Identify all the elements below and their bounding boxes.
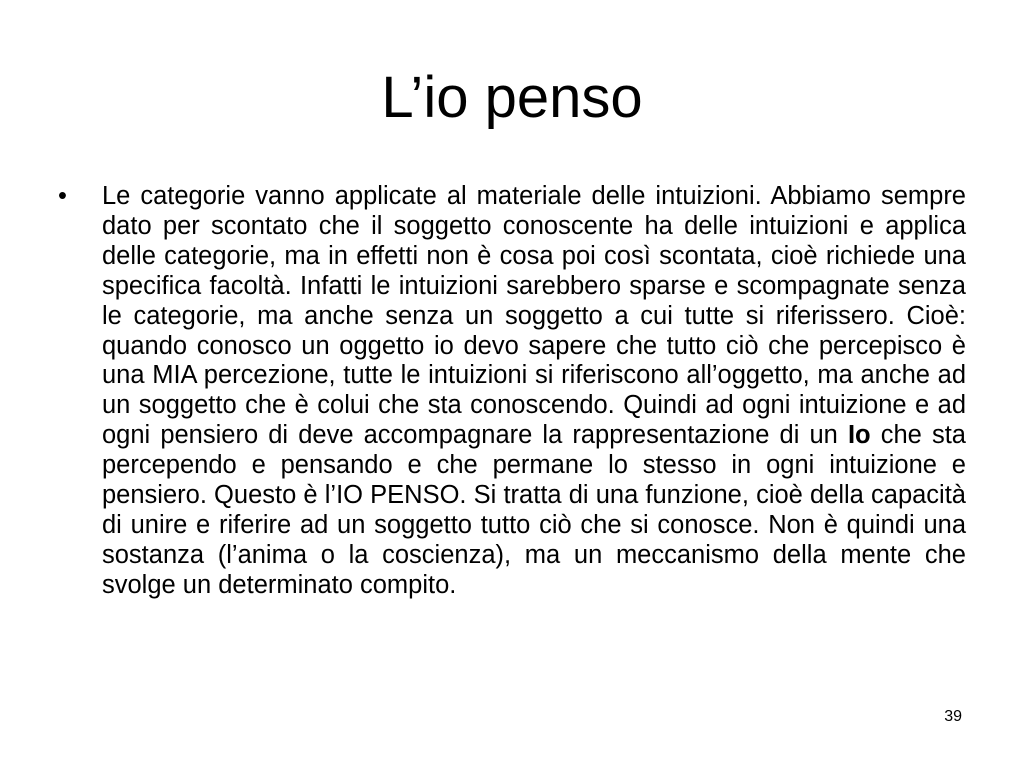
paragraph-text-after: che sta percependo e pensando e che permane lo stesso in ogni intuizione e pensiero. Questo è l’IO PENSO. Si tratta di una funzione, cioè della capacità di unire e riferire ad un soggetto tutto ciò che si conosce. Non è quindi una sostanza (l’anima o la coscienza), ma un meccanismo della mente che svolge un determinato compito.: [102, 421, 966, 599]
bullet-list: [56, 182, 966, 601]
paragraph-text-before: Le categorie vanno applicate al materiale delle intuizioni. Abbiamo sempre dato per scontato che il soggetto conoscente ha delle intuizioni e applica delle categorie, ma in effetti non è cosa poi così scontata, cioè richiede una specifica facoltà. Infatti le intuizioni sarebbero sparse e scompagnate senza le categorie, ma anche senza un soggetto a cui tutte si riferissero. Cioè: quando conosco un oggetto io devo sapere che tutto ciò che percepisco è una MIA percezione, tutte le intuizioni si riferiscono all’oggetto, ma anche ad un soggetto che è colui che sta conoscendo. Quindi ad ogni intuizione e ad ogni pensiero di deve accompagnare la rappresentazione di un: [102, 182, 966, 450]
slide-title: L’io penso: [381, 65, 643, 130]
bullet-icon: •: [58, 182, 67, 210]
bullet-item: [56, 182, 966, 601]
page-number: 39: [944, 708, 962, 725]
bold-word-io: Io: [847, 421, 871, 450]
